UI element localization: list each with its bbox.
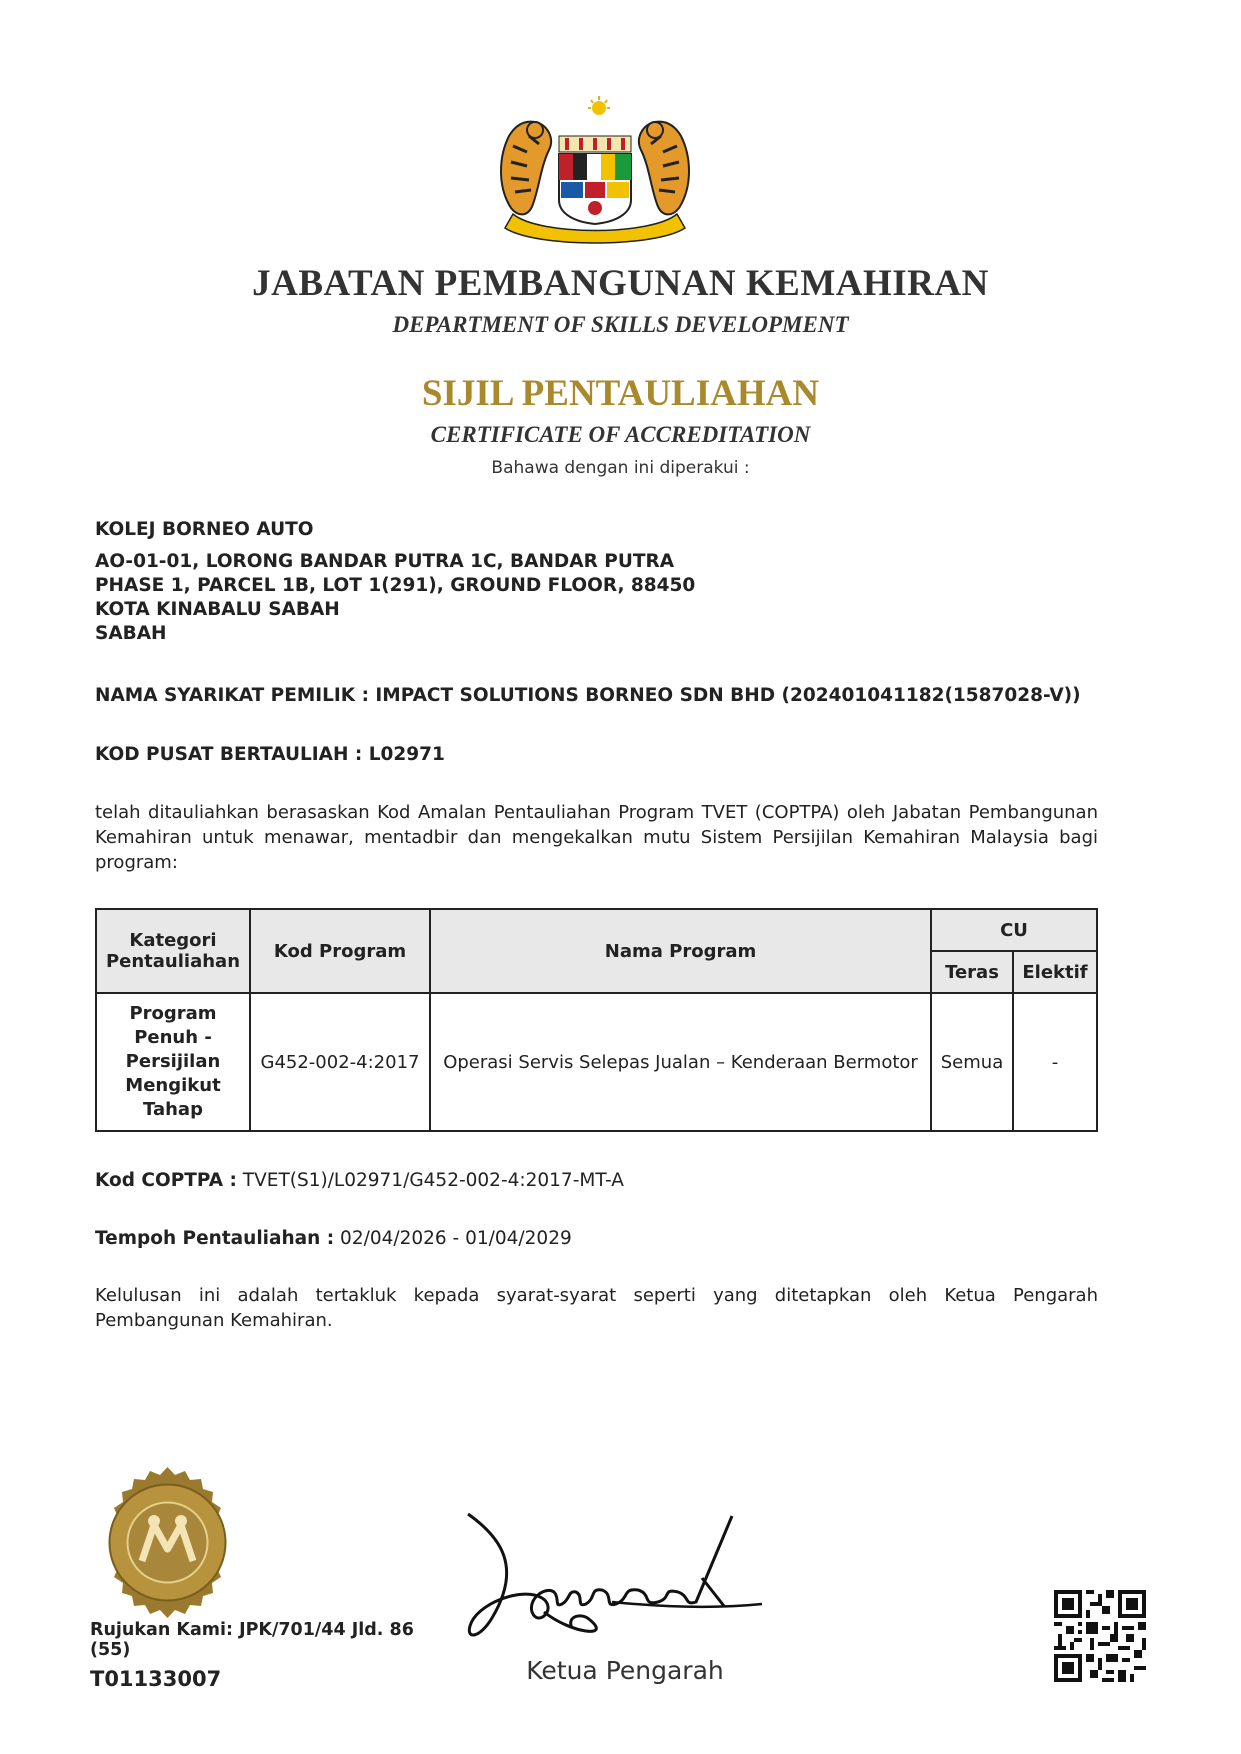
address-line: PHASE 1, PARCEL 1B, LOT 1(291), GROUND FLOOR, 88450 [95, 575, 696, 596]
closing-statement: Kelulusan ini adalah tertakluk kepada syarat-syarat seperti yang ditetapkan oleh Ketua Pengarah Pembangunan Kemahiran. [95, 1285, 1098, 1331]
header-kategori: Kategori Pentauliahan [96, 909, 250, 993]
reference-number: Rujukan Kami: JPK/701/44 Jld. 86 (55) [90, 1620, 414, 1660]
program-table [95, 908, 1098, 1132]
table-header-row [96, 909, 1097, 951]
department-title-ms: JABATAN PEMBANGUNAN KEMAHIRAN [252, 263, 989, 304]
cell-kod: G452-002-4:2017 [250, 993, 430, 1131]
owner-company: NAMA SYARIKAT PEMILIK : IMPACT SOLUTIONS BORNEO SDN BHD (202401041182(1587028-V)) [95, 685, 1081, 706]
cell-nama: Operasi Servis Selepas Jualan – Kenderaan Bermotor [430, 993, 931, 1131]
header-kod: Kod Program [250, 909, 430, 993]
department-title-en: DEPARTMENT OF SKILLS DEVELOPMENT [392, 312, 849, 337]
coptpa-label: Kod COPTPA : [95, 1170, 237, 1191]
qr-code-icon[interactable] [1054, 1590, 1146, 1682]
center-code: KOD PUSAT BERTAULIAH : L02971 [95, 744, 445, 765]
header-nama: Nama Program [430, 909, 931, 993]
cell-elektif: - [1013, 993, 1097, 1131]
coat-of-arms-icon [489, 96, 701, 248]
certificate-title-ms: SIJIL PENTAULIAHAN [421, 373, 820, 414]
tempoh-label: Tempoh Pentauliahan : [95, 1228, 335, 1249]
header-teras: Teras [931, 951, 1013, 993]
address-line: SABAH [95, 623, 167, 644]
serial-number: T01133007 [90, 1667, 222, 1691]
coptpa-code [95, 1170, 624, 1191]
signature-icon [462, 1508, 782, 1648]
accreditation-statement: telah ditauliahkan berasaskan Kod Amalan Pentauliahan Program TVET (COPTPA) oleh Jabatan Pembangunan Kemahiran untuk menawar, mentadbir dan mengekalkan mutu Sistem Persijilan Kemahiran Malaysia bagi program: [95, 802, 1098, 873]
certificate-title-en: CERTIFICATE OF ACCREDITATION [430, 422, 811, 447]
jpk-seal-icon [90, 1465, 245, 1620]
tempoh-value: 02/04/2026 - 01/04/2029 [340, 1228, 572, 1249]
cell-teras: Semua [931, 993, 1013, 1131]
signatory-title: Ketua Pengarah [526, 1656, 724, 1685]
college-address [95, 550, 1095, 646]
coptpa-value: TVET(S1)/L02971/G452-002-4:2017-MT-A [242, 1170, 624, 1191]
college-name: KOLEJ BORNEO AUTO [95, 519, 314, 540]
intro-text: Bahawa dengan ini diperakui : [491, 458, 750, 478]
cell-kategori: Program Penuh - Persijilan Mengikut Tahap [96, 993, 250, 1131]
address-line: AO-01-01, LORONG BANDAR PUTRA 1C, BANDAR PUTRA [95, 551, 675, 572]
address-line: KOTA KINABALU SABAH [95, 599, 340, 620]
header-cu: CU [931, 909, 1097, 951]
table-row [96, 993, 1097, 1131]
header-elektif: Elektif [1013, 951, 1097, 993]
accreditation-period [95, 1228, 572, 1249]
